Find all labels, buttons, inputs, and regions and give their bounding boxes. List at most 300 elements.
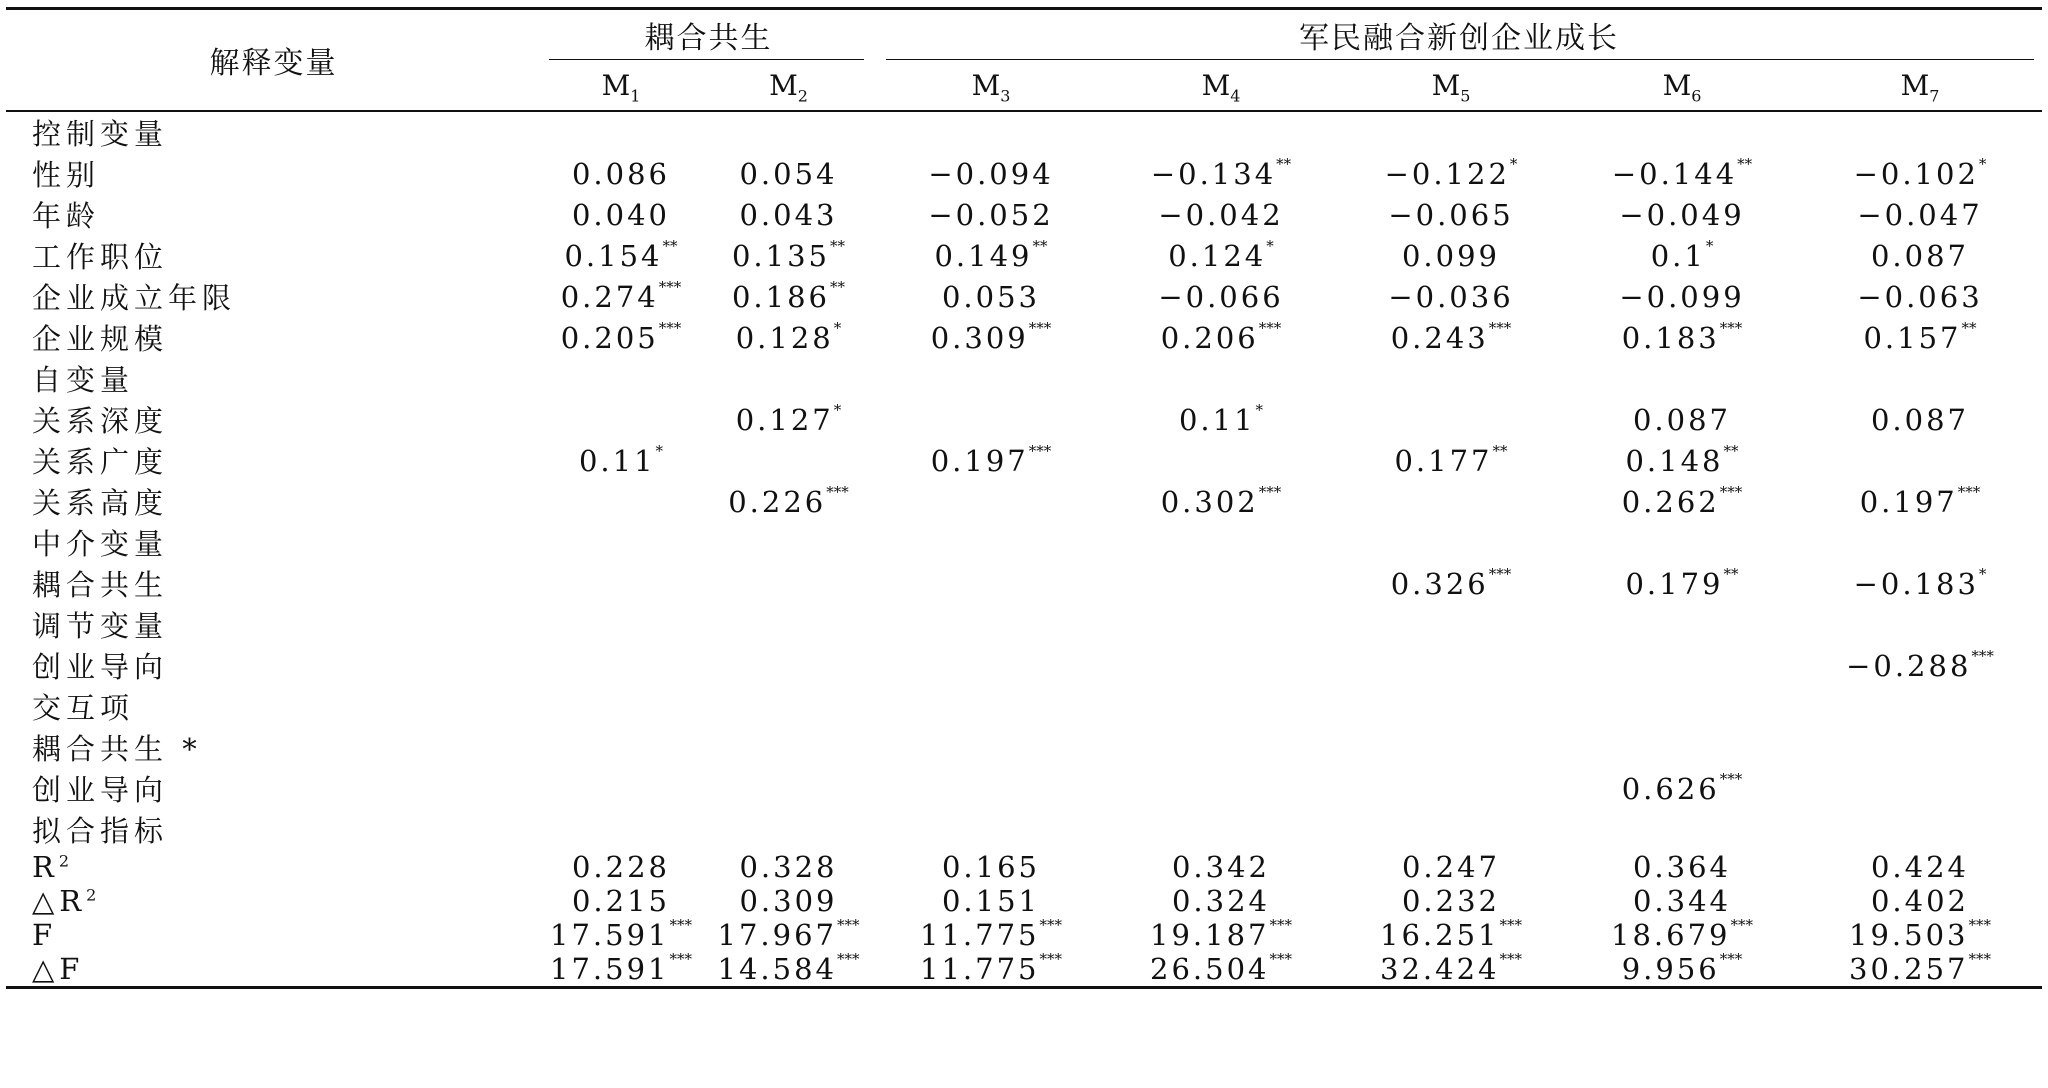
coefficient-cell-m1 [541,194,701,235]
coefficient-value: 0.274 [560,279,659,314]
significance-stars: *** [1258,482,1282,501]
coefficient-cell-m2 [701,440,876,481]
coefficient-value: 0.053 [941,279,1041,314]
coefficient-cell-m1 [541,884,701,918]
coefficient-cell-m2 [701,153,876,194]
coefficient-cell-m6 [1566,481,1798,522]
coefficient-cell-m7 [1798,399,2042,440]
row-label-text: 耦合共生 [32,568,169,602]
model-name: M [601,68,631,102]
coefficient-cell-m1 [541,604,701,645]
row-label [6,111,541,153]
significance-stars: * [833,400,842,419]
coefficient-value: 0.309 [739,884,838,918]
table-row [6,918,2042,952]
coefficient-value: 0.197 [1859,484,1958,519]
coefficient-value: 0.215 [571,884,671,918]
header-row-groups [6,9,2042,61]
regression-results-table [6,7,2042,989]
coefficient-value: −0.122 [1384,156,1510,191]
coefficient-cell-m6 [1566,645,1798,686]
coefficient-cell-m4 [1106,918,1336,952]
model-name: M [1201,68,1231,102]
row-label [6,645,541,686]
significance-stars: *** [1028,441,1052,460]
coefficient-cell-m5 [1336,645,1566,686]
coefficient-cell-m2 [701,645,876,686]
coefficient-cell-m6 [1566,768,1798,809]
table-row [6,317,2042,358]
coefficient-value: −0.102 [1853,156,1979,191]
model-index: 4 [1230,86,1241,106]
coefficient-value: 0.087 [1870,238,1970,273]
significance-stars: ** [1737,154,1753,173]
significance-stars: *** [1971,646,1994,665]
row-label-text: 自变量 [32,363,135,397]
coefficient-cell-m5 [1336,358,1566,399]
coefficient-cell-m6 [1566,850,1798,884]
significance-stars: *** [658,277,682,296]
row-label-text: 关系广度 [32,445,169,479]
coefficient-cell-m3 [876,399,1106,440]
table-row [6,522,2042,563]
row-label-text: 中介变量 [32,527,169,561]
coefficient-cell-m1 [541,317,701,358]
table-row [6,111,2042,153]
explanatory-variable-header: 解释变量 [6,9,541,112]
growth-group-header: 军民融合新创企业成长 [876,9,2042,61]
coefficient-value: 11.775 [920,952,1040,986]
coefficient-cell-m4 [1106,235,1336,276]
coefficient-cell-m3 [876,276,1106,317]
coefficient-cell-m7 [1798,952,2042,988]
row-label [6,686,541,727]
row-label [6,440,541,481]
coefficient-value: 9.956 [1621,952,1720,986]
table-row [6,952,2042,988]
model-header-m5 [1336,60,1566,111]
table-header [6,9,2042,112]
coefficient-value: 0.151 [941,884,1041,918]
coefficient-cell-m6 [1566,918,1798,952]
coefficient-cell-m6 [1566,563,1798,604]
coefficient-cell-m1 [541,440,701,481]
coefficient-cell-m7 [1798,194,2042,235]
coefficient-cell-m2 [701,563,876,604]
coefficient-cell-m7 [1798,111,2042,153]
coefficient-value: 26.504 [1150,952,1270,986]
coefficient-value: 19.187 [1150,918,1270,952]
coefficient-value: −0.042 [1158,197,1284,232]
significance-stars: * [833,318,842,337]
row-label [6,884,541,918]
coefficient-value: 14.584 [717,952,837,986]
coefficient-cell-m1 [541,952,701,988]
model-index: 6 [1691,86,1702,106]
coefficient-cell-m2 [701,481,876,522]
coefficient-value: 0.226 [728,484,827,519]
table-row [6,563,2042,604]
coefficient-cell-m2 [701,358,876,399]
significance-stars: ** [1961,318,1977,337]
coefficient-value: 17.967 [717,918,837,952]
coefficient-cell-m6 [1566,317,1798,358]
coefficient-value: 0.127 [735,402,834,437]
coefficient-cell-m7 [1798,645,2042,686]
coefficient-cell-m1 [541,686,701,727]
table-row [6,481,2042,522]
coefficient-value: 0.324 [1171,884,1271,918]
coefficient-cell-m4 [1106,884,1336,918]
coefficient-cell-m5 [1336,481,1566,522]
coefficient-cell-m4 [1106,481,1336,522]
coefficient-value: 0.228 [571,850,671,884]
coefficient-cell-m1 [541,399,701,440]
coefficient-cell-m5 [1336,235,1566,276]
significance-stars: ** [830,277,846,296]
significance-stars: ** [1723,564,1739,583]
table-row [6,235,2042,276]
model-header-m6 [1566,60,1798,111]
row-label [6,153,541,194]
coefficient-cell-m5 [1336,399,1566,440]
row-label-text: R [32,850,59,884]
table-row [6,604,2042,645]
table-row [6,440,2042,481]
row-label [6,276,541,317]
coefficient-cell-m6 [1566,686,1798,727]
row-label [6,604,541,645]
row-label-text: 拟合指标 [32,814,169,848]
significance-stars: *** [658,318,682,337]
coefficient-cell-m1 [541,358,701,399]
significance-stars: *** [1269,950,1292,969]
significance-stars: *** [1719,950,1743,969]
significance-stars: *** [1258,318,1282,337]
row-label-text: 年龄 [32,199,101,233]
coefficient-cell-m7 [1798,768,2042,809]
coefficient-cell-m3 [876,645,1106,686]
coefficient-value: 0.186 [731,279,831,314]
row-label-text: 企业规模 [32,322,169,356]
coefficient-cell-m1 [541,768,701,809]
coefficient-cell-m5 [1336,111,1566,153]
coefficient-cell-m6 [1566,440,1798,481]
coefficient-cell-m2 [701,317,876,358]
coefficient-cell-m5 [1336,686,1566,727]
significance-stars: *** [1269,916,1292,935]
significance-stars: *** [1957,482,1981,501]
row-label-text: 关系高度 [32,486,169,520]
coefficient-value: −0.288 [1846,648,1972,683]
row-label [6,317,541,358]
coefficient-cell-m7 [1798,522,2042,563]
coefficient-cell-m4 [1106,194,1336,235]
model-index: 1 [630,86,641,106]
coefficient-cell-m1 [541,850,701,884]
coefficient-cell-m2 [701,850,876,884]
significance-stars: *** [1499,916,1522,935]
model-header-m2 [701,60,876,111]
significance-stars: * [1266,236,1274,255]
coefficient-cell-m2 [701,235,876,276]
coefficient-cell-m4 [1106,563,1336,604]
coefficient-value: 0.326 [1390,566,1489,601]
coefficient-cell-m5 [1336,809,1566,850]
coefficient-value: 11.775 [920,918,1040,952]
coefficient-value: 0.243 [1390,320,1489,355]
coefficient-cell-m6 [1566,111,1798,153]
coefficient-value: −0.134 [1150,156,1277,191]
coefficient-value: −0.094 [928,156,1054,191]
coefficient-value: 18.679 [1611,918,1731,952]
significance-stars: *** [1028,318,1052,337]
coefficient-cell-m4 [1106,645,1336,686]
coefficient-cell-m7 [1798,276,2042,317]
coefficient-cell-m1 [541,276,701,317]
coefficient-cell-m1 [541,235,701,276]
row-label-text: 耦合共生 * [32,732,202,766]
coefficient-cell-m7 [1798,563,2042,604]
coefficient-cell-m1 [541,563,701,604]
row-label-text: 交互项 [32,691,135,725]
row-label [6,235,541,276]
row-label [6,918,541,952]
coefficient-cell-m6 [1566,358,1798,399]
row-label [6,952,541,988]
model-index: 2 [797,86,808,106]
coefficient-cell-m4 [1106,153,1336,194]
table-row [6,194,2042,235]
coefficient-cell-m6 [1566,235,1798,276]
coefficient-cell-m5 [1336,194,1566,235]
table-row [6,276,2042,317]
row-label [6,727,541,768]
coefficient-value: 0.424 [1870,850,1970,884]
table-body [6,111,2042,988]
coefficient-value: −0.049 [1619,197,1745,232]
coefficient-value: 32.424 [1380,952,1500,986]
coefficient-cell-m4 [1106,768,1336,809]
table-row [6,645,2042,686]
significance-stars: *** [669,950,692,969]
coefficient-cell-m5 [1336,522,1566,563]
significance-stars: *** [1719,318,1743,337]
row-label-superscript: 2 [58,851,75,871]
row-label [6,358,541,399]
coefficient-value: 0.157 [1863,320,1962,355]
coefficient-cell-m2 [701,727,876,768]
coefficient-cell-m4 [1106,604,1336,645]
coefficient-cell-m1 [541,522,701,563]
coefficient-cell-m4 [1106,440,1336,481]
row-label-text: 关系深度 [32,404,169,438]
coefficient-value: 0.232 [1401,884,1501,918]
row-label [6,768,541,809]
coefficient-value: 0.054 [739,156,838,191]
significance-stars: *** [1488,564,1512,583]
significance-stars: *** [1499,950,1522,969]
row-label-text: 工作职位 [32,240,169,274]
coefficient-value: 0.206 [1160,320,1259,355]
coefficient-value: −0.099 [1619,279,1745,314]
coefficient-value: 0.342 [1171,850,1271,884]
coefficient-cell-m5 [1336,317,1566,358]
table-row [6,153,2042,194]
coefficient-cell-m5 [1336,884,1566,918]
coefficient-cell-m3 [876,952,1106,988]
coefficient-cell-m3 [876,235,1106,276]
coefficient-value: 0.626 [1621,771,1720,806]
coefficient-value: 0.149 [934,238,1033,273]
coefficient-value: 0.179 [1625,566,1724,601]
coefficient-cell-m5 [1336,563,1566,604]
coefficient-cell-m1 [541,111,701,153]
coefficient-cell-m2 [701,399,876,440]
coefficient-cell-m2 [701,276,876,317]
coefficient-value: 0.328 [739,850,838,884]
coefficient-cell-m2 [701,686,876,727]
coefficient-cell-m4 [1106,727,1336,768]
coefficient-cell-m6 [1566,194,1798,235]
table-row [6,358,2042,399]
coefficient-value: 0.262 [1621,484,1720,519]
coefficient-cell-m3 [876,481,1106,522]
table-row [6,809,2042,850]
coefficient-cell-m5 [1336,918,1566,952]
row-label-text: △R [32,884,87,918]
coefficient-value: 0.043 [739,197,838,232]
coefficient-cell-m3 [876,604,1106,645]
coefficient-value: 0.309 [930,320,1029,355]
significance-stars: * [655,441,664,460]
coefficient-cell-m3 [876,317,1106,358]
coefficient-cell-m6 [1566,952,1798,988]
coefficient-cell-m1 [541,645,701,686]
significance-stars: *** [1039,916,1062,935]
coefficient-cell-m3 [876,522,1106,563]
coefficient-cell-m3 [876,727,1106,768]
coefficient-value: 0.302 [1160,484,1259,519]
regression-table-container [6,7,2042,989]
coefficient-value: 0.148 [1625,443,1724,478]
row-label-text: F [32,918,58,952]
coefficient-value: 0.183 [1621,320,1720,355]
coefficient-value: 0.040 [571,197,671,232]
significance-stars: * [1978,564,1987,583]
row-label-text: 创业导向 [32,773,169,807]
coefficient-value: 17.591 [550,918,670,952]
table-row [6,850,2042,884]
coefficient-cell-m4 [1106,952,1336,988]
coefficient-cell-m3 [876,563,1106,604]
significance-stars: *** [1730,916,1753,935]
coefficient-cell-m7 [1798,358,2042,399]
coefficient-cell-m3 [876,153,1106,194]
model-index: 3 [1000,86,1011,106]
model-name: M [1900,68,1930,102]
coefficient-cell-m1 [541,727,701,768]
significance-stars: * [1978,154,1987,173]
significance-stars: *** [1968,950,1991,969]
coefficient-cell-m3 [876,358,1106,399]
coefficient-cell-m3 [876,884,1106,918]
model-index: 5 [1460,86,1471,106]
coefficient-value: 17.591 [550,952,670,986]
coefficient-cell-m7 [1798,153,2042,194]
significance-stars: *** [1039,950,1062,969]
row-label-text: 创业导向 [32,650,169,684]
row-label [6,522,541,563]
coefficient-cell-m4 [1106,686,1336,727]
coefficient-value: 19.503 [1849,918,1969,952]
coefficient-cell-m7 [1798,604,2042,645]
coefficient-cell-m5 [1336,727,1566,768]
coefficient-value: −0.047 [1857,197,1983,232]
coefficient-value: 0.165 [941,850,1041,884]
row-label [6,563,541,604]
significance-stars: *** [836,950,860,969]
coefficient-cell-m7 [1798,235,2042,276]
coefficient-cell-m3 [876,440,1106,481]
coefficient-value: −0.066 [1158,279,1284,314]
coefficient-value: −0.052 [928,197,1054,232]
row-label [6,850,541,884]
coefficient-value: 0.154 [564,238,663,273]
coefficient-cell-m4 [1106,850,1336,884]
coefficient-value: 16.251 [1380,918,1500,952]
significance-stars: *** [669,916,692,935]
coefficient-cell-m4 [1106,399,1336,440]
coefficient-cell-m2 [701,111,876,153]
coefficient-value: 0.135 [731,238,831,273]
table-row [6,727,2042,768]
coefficient-cell-m3 [876,918,1106,952]
coefficient-cell-m6 [1566,276,1798,317]
coefficient-cell-m7 [1798,317,2042,358]
coefficient-cell-m1 [541,918,701,952]
row-label-text: 企业成立年限 [32,281,237,315]
coefficient-cell-m5 [1336,276,1566,317]
coefficient-cell-m3 [876,194,1106,235]
coefficient-value: 0.364 [1632,850,1732,884]
coefficient-value: −0.065 [1388,197,1514,232]
coefficient-cell-m6 [1566,522,1798,563]
significance-stars: * [1509,154,1518,173]
coefficient-value: 0.087 [1870,402,1970,437]
significance-stars: ** [1723,441,1739,460]
coefficient-value: 0.1 [1650,238,1706,273]
coefficient-cell-m6 [1566,399,1798,440]
coefficient-value: 0.128 [735,320,834,355]
coefficient-cell-m3 [876,686,1106,727]
significance-stars: * [1705,236,1714,255]
model-index: 7 [1929,86,1940,106]
row-label-text: 性别 [32,158,101,192]
row-label [6,481,541,522]
coefficient-cell-m4 [1106,276,1336,317]
coefficient-cell-m7 [1798,481,2042,522]
significance-stars: *** [1719,482,1743,501]
significance-stars: *** [836,916,860,935]
significance-stars: ** [830,236,846,255]
coefficient-value: 0.087 [1632,402,1732,437]
coefficient-cell-m4 [1106,358,1336,399]
coefficient-cell-m2 [701,194,876,235]
model-name: M [1662,68,1692,102]
coefficient-cell-m7 [1798,918,2042,952]
coefficient-cell-m4 [1106,317,1336,358]
